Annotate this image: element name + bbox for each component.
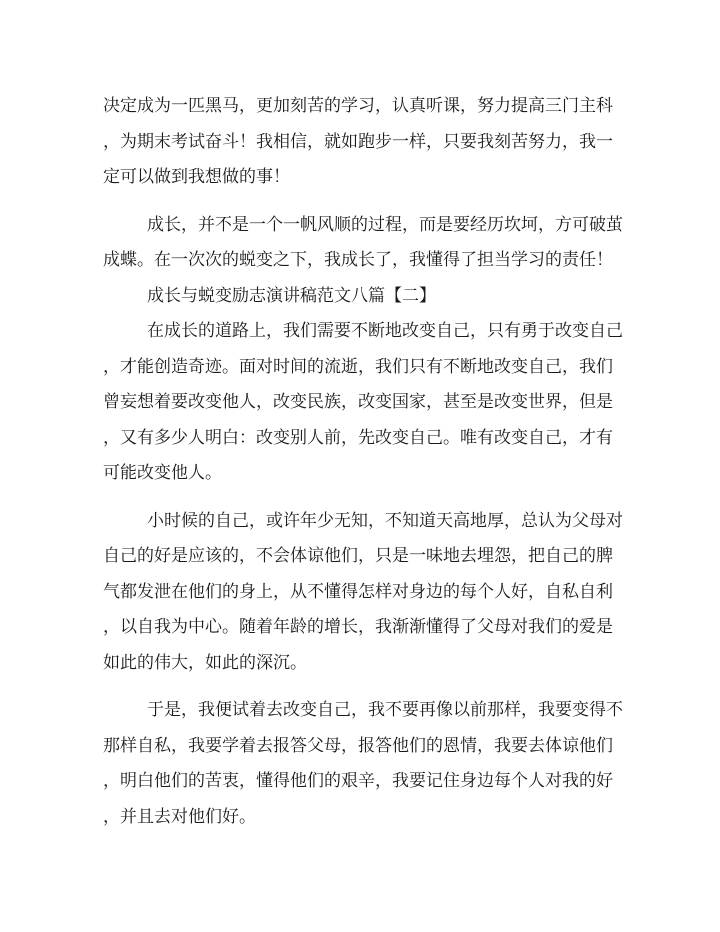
text-line: 可能改变他人。 xyxy=(103,463,222,483)
text-line: ，并且去对他们好。 xyxy=(103,806,256,827)
text-line: 成长，并不是一个一帆风顺的过程，而是要经历坎坷，方可破茧 xyxy=(147,214,623,235)
paragraph-growth xyxy=(103,208,623,279)
text-line: 自己的好是应该的，不会体谅他们，只是一味地去埋怨，把自己的脾 xyxy=(103,546,613,566)
text-line: 小时候的自己，或许年少无知，不知道天高地厚，总认为父母对 xyxy=(147,510,623,531)
text-line: 决定成为一匹黑马，更加刻苦的学习，认真听课，努力提高三门主科 xyxy=(103,96,613,116)
document-body xyxy=(103,89,623,835)
text-line: 如此的伟大，如此的深沉。 xyxy=(103,652,307,673)
paragraph-resolution xyxy=(103,693,623,835)
text-line: ，又有多少人明白：改变别人前，先改变自己。唯有改变自己，才有 xyxy=(103,427,613,448)
text-line: 成蝶。在一次次的蜕变之下，我成长了，我懂得了担当学习的责任！ xyxy=(103,250,613,270)
text-line: 气都发泄在他们的身上，从不懂得怎样对身边的每个人好，自私自利 xyxy=(103,581,613,602)
text-line: ，以自我为中心。随着年龄的增长，我渐渐懂得了父母对我们的爱是 xyxy=(103,617,613,637)
text-line: ，为期末考试奋斗！我相信，就如跑步一样，只要我刻苦努力，我一 xyxy=(103,131,613,152)
text-line: 在成长的道路上，我们需要不断地改变自己，只有勇于改变自己 xyxy=(147,321,623,341)
text-line: 那样自私，我要学着去报答父母，报答他们的恩情，我要去体谅他们 xyxy=(103,735,613,756)
section-heading xyxy=(103,279,623,315)
text-line: 定可以做到我想做的事！ xyxy=(103,167,290,187)
paragraph-childhood xyxy=(103,504,623,682)
text-line: 曾妄想着要改变他人，改变民族，改变国家，甚至是改变世界，但是 xyxy=(103,392,613,412)
text-line: ，明白他们的苦衷，懂得他们的艰辛，我要记住身边每个人对我的好 xyxy=(103,771,613,791)
text-line: 于是，我便试着去改变自己，我不要再像以前那样，我要变得不 xyxy=(147,700,623,720)
paragraph-continuation xyxy=(103,89,623,196)
heading-text: 成长与蜕变励志演讲稿范文八篇【二】 xyxy=(147,285,436,306)
text-line: ，才能创造奇迹。面对时间的流逝，我们只有不断地改变自己，我们 xyxy=(103,356,613,377)
paragraph-change-self xyxy=(103,314,623,492)
